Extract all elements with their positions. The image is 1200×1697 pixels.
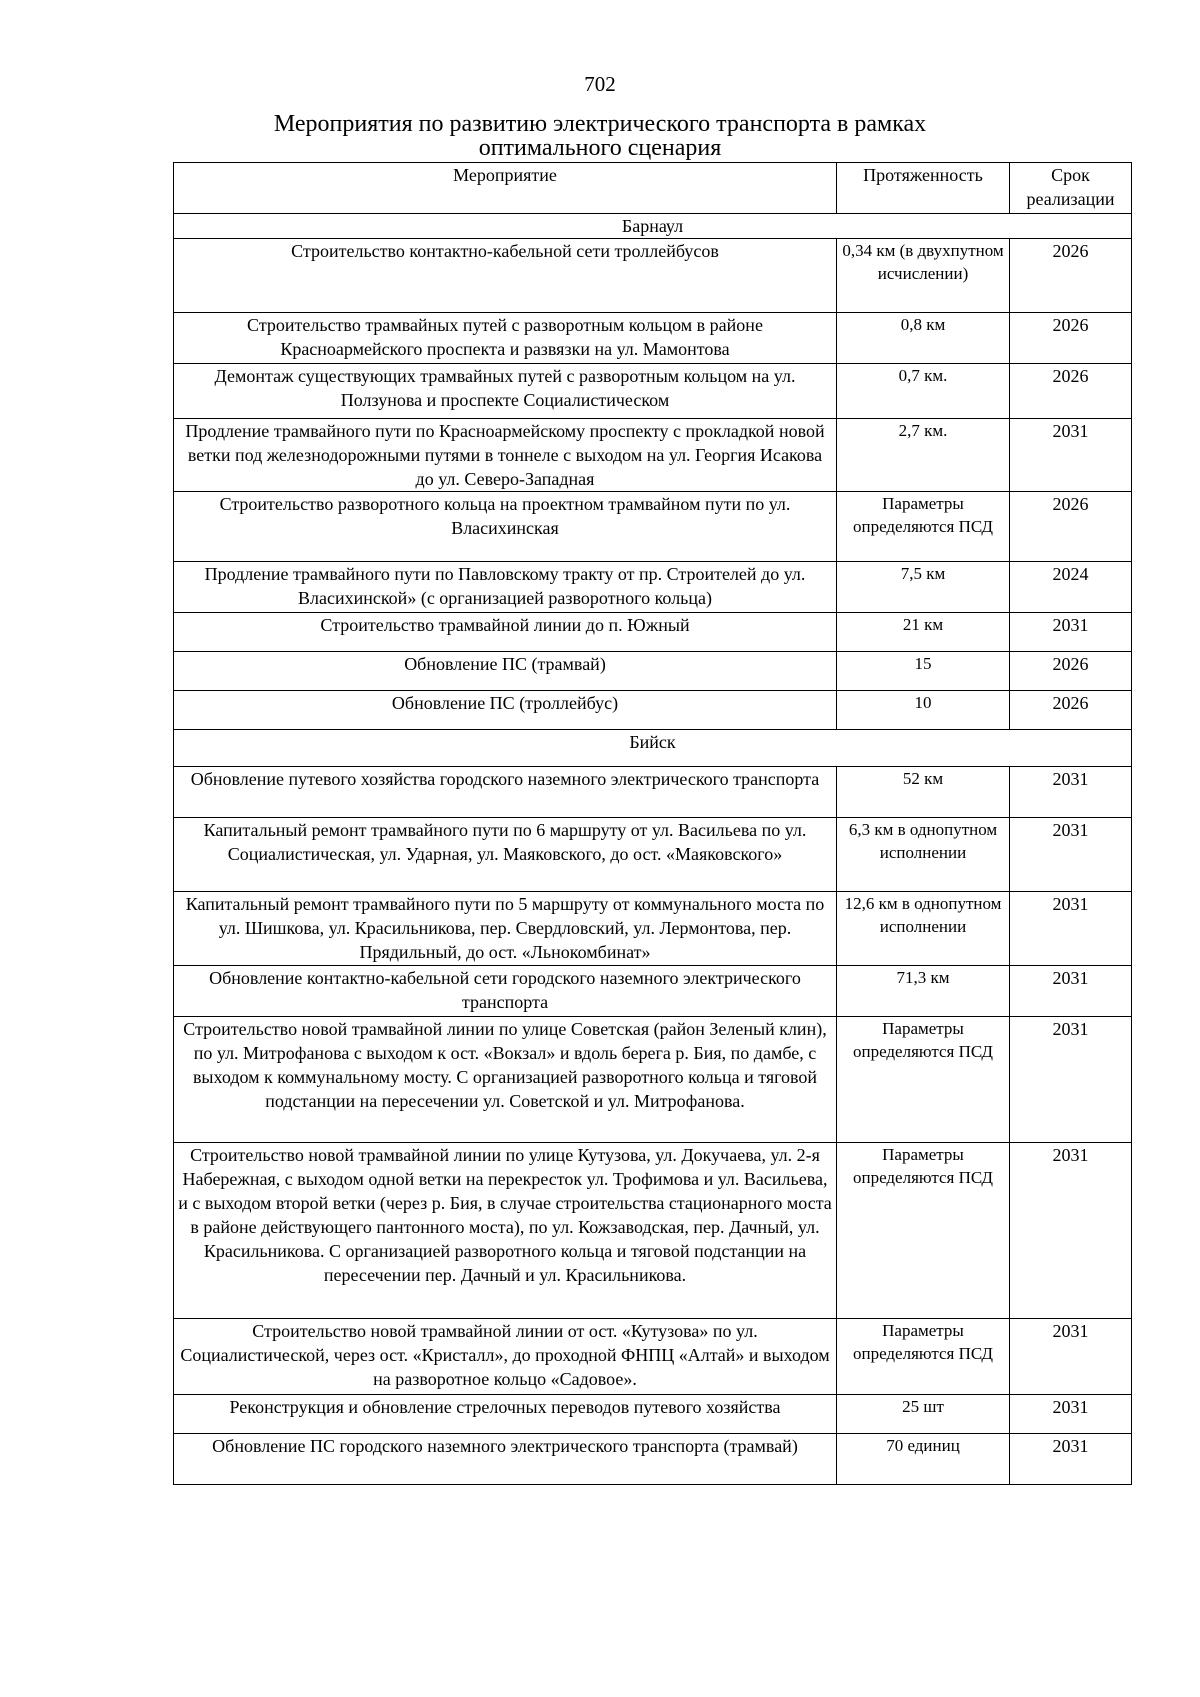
cell-event: Обновление путевого хозяйства городского наземного электрического транспорта: [174, 767, 837, 818]
cell-term: 2026: [1010, 691, 1132, 730]
title-line-2: оптимального сценария: [478, 135, 722, 161]
cell-term: 2024: [1010, 562, 1132, 613]
cell-term: 2031: [1010, 966, 1132, 1017]
cell-event: Строительство разворотного кольца на проектном трамвайном пути по ул. Власихинская: [174, 492, 837, 562]
cell-length: 25 шт: [837, 1395, 1010, 1434]
cell-term: 2031: [1010, 613, 1132, 652]
cell-term: 2031: [1010, 1434, 1132, 1485]
cell-event: Строительство новой трамвайной линии по улице Кутузова, ул. Докучаева, ул. 2-я Набережная, с выходом одной ветки на перекресток ул. Трофимова и ул. Васильева, и с выходом второй ветки (через р. Бия, в случае строительства стационарного моста в районе действующего пантонного моста), по ул. Кожзаводская, пер. Дачный, ул. Красильникова. С организацией разворотного кольца и тяговой подстанции на пересечении пер. Дачный и ул. Красильникова.: [174, 1143, 837, 1319]
cell-event: Продление трамвайного пути по Красноармейскому проспекту с прокладкой новой ветки под железнодорожными путями в тоннеле с выходом на ул. Георгия Исакова до ул. Северо-Западная: [174, 419, 837, 492]
cell-term: 2026: [1010, 364, 1132, 419]
cell-event: Строительство контактно-кабельной сети троллейбусов: [174, 239, 837, 313]
cell-event: Обновление ПС (троллейбус): [174, 691, 837, 730]
cell-length: 0,7 км.: [837, 364, 1010, 419]
section-title: Бийск: [174, 730, 1132, 767]
cell-length: Параметры определяются ПСД: [837, 492, 1010, 562]
table-row: [174, 1395, 1132, 1434]
section-title: Барнаул: [174, 214, 1132, 239]
header-event: Мероприятие: [174, 163, 837, 214]
cell-term: 2031: [1010, 1395, 1132, 1434]
cell-event: Капитальный ремонт трамвайного пути по 6 маршруту от ул. Васильева по ул. Социалистическая, ул. Ударная, ул. Маяковского, до ост. «Маяковского»: [174, 818, 837, 892]
cell-term: 2031: [1010, 767, 1132, 818]
cell-term: 2031: [1010, 1143, 1132, 1319]
table-row: [174, 818, 1132, 892]
table-row: [174, 492, 1132, 562]
cell-event: Обновление ПС (трамвай): [174, 652, 837, 691]
cell-event: Реконструкция и обновление стрелочных переводов путевого хозяйства: [174, 1395, 837, 1434]
table-row: [174, 691, 1132, 730]
table-row: [174, 1017, 1132, 1143]
cell-term: 2031: [1010, 892, 1132, 966]
cell-event: Обновление контактно-кабельной сети городского наземного электрического транспорта: [174, 966, 837, 1017]
table-row: [174, 613, 1132, 652]
cell-length: 0,8 км: [837, 313, 1010, 364]
table-row: [174, 239, 1132, 313]
section-row-biysk: [174, 730, 1132, 767]
cell-length: 52 км: [837, 767, 1010, 818]
page-number: 702: [584, 72, 616, 96]
cell-length: 7,5 км: [837, 562, 1010, 613]
cell-length: 2,7 км.: [837, 419, 1010, 492]
cell-event: Строительство новой трамвайной линии по улице Советская (район Зеленый клин), по ул. Митрофанова с выходом к ост. «Вокзал» и вдоль берега р. Бия, по дамбе, с выходом к коммунальному мосту. С организацией разворотного кольца и тяговой подстанции на пересечении ул. Советской и ул. Митрофанова.: [174, 1017, 837, 1143]
cell-term: 2026: [1010, 313, 1132, 364]
cell-term: 2026: [1010, 652, 1132, 691]
cell-term: 2026: [1010, 492, 1132, 562]
cell-length: 12,6 км в однопутном исполнении: [837, 892, 1010, 966]
section-row-barnaul: [174, 214, 1132, 239]
title-line-1: Мероприятия по развитию электрического транспорта в рамках: [273, 111, 927, 137]
cell-event: Продление трамвайного пути по Павловскому тракту от пр. Строителей до ул. Власихинской» (с организацией разворотного кольца): [174, 562, 837, 613]
table-row: [174, 562, 1132, 613]
table-row: [174, 364, 1132, 419]
cell-term: 2031: [1010, 1319, 1132, 1395]
cell-term: 2031: [1010, 818, 1132, 892]
cell-length: 10: [837, 691, 1010, 730]
table-row: [174, 892, 1132, 966]
table-row: [174, 966, 1132, 1017]
cell-term: 2031: [1010, 419, 1132, 492]
cell-event: Строительство трамвайных путей с разворотным кольцом в районе Красноармейского проспекта и развязки на ул. Мамонтова: [174, 313, 837, 364]
table-row: [174, 1319, 1132, 1395]
measures-table: [173, 162, 1132, 1485]
cell-length: Параметры определяются ПСД: [837, 1143, 1010, 1319]
cell-length: 15: [837, 652, 1010, 691]
cell-term: 2031: [1010, 1017, 1132, 1143]
cell-length: 70 единиц: [837, 1434, 1010, 1485]
cell-event: Демонтаж существующих трамвайных путей с разворотным кольцом на ул. Ползунова и проспекте Социалистическом: [174, 364, 837, 419]
cell-event: Обновление ПС городского наземного электрического транспорта (трамвай): [174, 1434, 837, 1485]
table-row: [174, 419, 1132, 492]
cell-term: 2026: [1010, 239, 1132, 313]
cell-event: Строительство новой трамвайной линии от ост. «Кутузова» по ул. Социалистической, через ост. «Кристалл», до проходной ФНПЦ «Алтай» и выходом на разворотное кольцо «Садовое».: [174, 1319, 837, 1395]
cell-length: Параметры определяются ПСД: [837, 1319, 1010, 1395]
table-row: [174, 1143, 1132, 1319]
cell-event: Капитальный ремонт трамвайного пути по 5 маршруту от коммунального моста по ул. Шишкова, ул. Красильникова, пер. Свердловский, ул. Лермонтова, пер. Прядильный, до ост. «Льнокомбинат»: [174, 892, 837, 966]
table-row: [174, 767, 1132, 818]
document-title: [200, 112, 1000, 160]
table-header-row: [174, 163, 1132, 214]
table-row: [174, 1434, 1132, 1485]
cell-length: Параметры определяются ПСД: [837, 1017, 1010, 1143]
cell-length: 6,3 км в однопутном исполнении: [837, 818, 1010, 892]
header-term: Срок реализации: [1010, 163, 1132, 214]
table-row: [174, 652, 1132, 691]
table-row: [174, 313, 1132, 364]
cell-length: 0,34 км (в двухпутном исчислении): [837, 239, 1010, 313]
cell-length: 71,3 км: [837, 966, 1010, 1017]
cell-event: Строительство трамвайной линии до п. Южный: [174, 613, 837, 652]
cell-length: 21 км: [837, 613, 1010, 652]
header-length: Протяженность: [837, 163, 1010, 214]
